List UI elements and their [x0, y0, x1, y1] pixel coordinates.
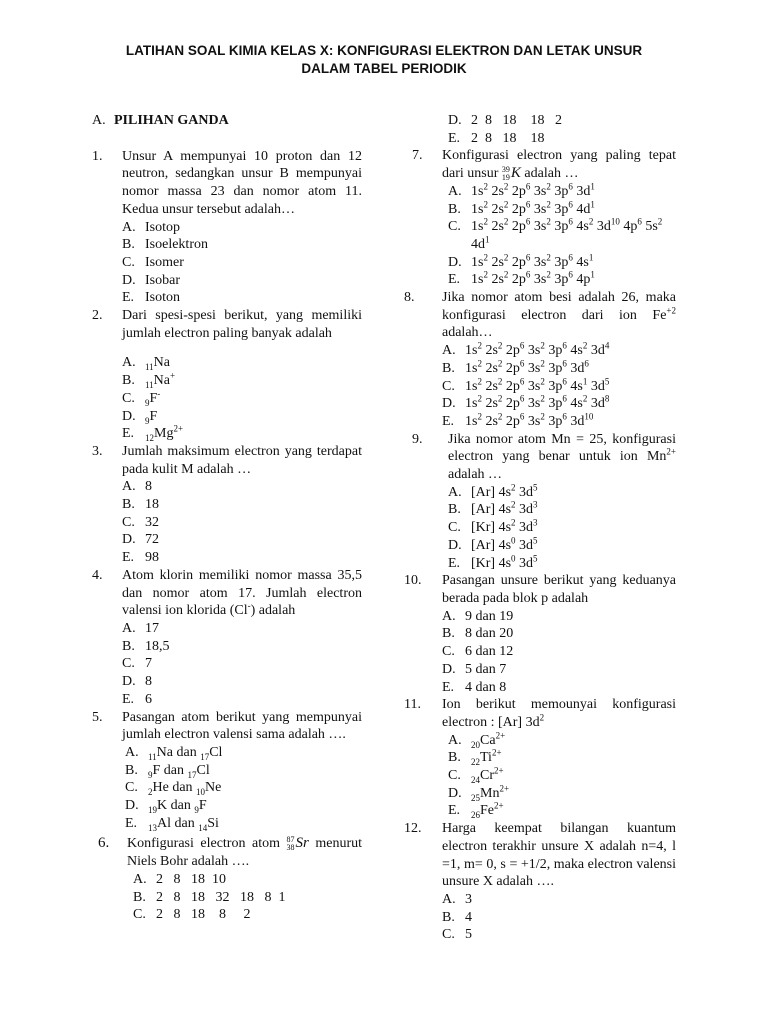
option-letter: A.	[122, 479, 136, 495]
option-letter: A.	[442, 343, 456, 359]
option-text: $1s^2$ $2s^2$ $2p^6$ $3s^2$ $3p^6$ $3d^1$	[471, 181, 595, 199]
option-letter: D.	[122, 272, 136, 288]
option-letter: B.	[122, 638, 135, 654]
option-text: 9 dan 19	[465, 608, 514, 624]
option[interactable]	[122, 638, 362, 656]
option[interactable]	[122, 478, 362, 496]
question-9	[404, 431, 676, 573]
option-text: $_9$F	[145, 408, 158, 426]
option[interactable]	[448, 130, 676, 148]
section-title: PILIHAN GANDA	[114, 113, 229, 128]
option-letter: D.	[125, 798, 139, 814]
option-letter: E.	[122, 426, 135, 442]
option[interactable]	[133, 906, 362, 924]
option[interactable]	[122, 673, 362, 691]
option[interactable]	[448, 218, 676, 253]
question-text: Pasangan atom berikut yang mempunyai jumlah electron valensi sama adalah ….	[122, 709, 362, 743]
question-11	[404, 696, 676, 820]
option-letter: B.	[125, 762, 138, 778]
option-letter: B.	[133, 889, 146, 905]
option-text: Isomer	[145, 254, 184, 270]
option[interactable]	[448, 749, 676, 767]
option[interactable]	[122, 408, 362, 426]
question-number: 11.	[404, 697, 421, 713]
option[interactable]	[133, 871, 362, 889]
option-text: $1s^2$ $2s^2$ $2p^6$ $3s^2$ $3p^6$ $3d^{10}$	[465, 411, 594, 429]
option-letter: D.	[122, 532, 136, 548]
option[interactable]	[122, 549, 362, 567]
option-letter: E.	[442, 679, 455, 695]
option-text: 18	[145, 497, 159, 513]
option-letter: B.	[448, 201, 461, 217]
option[interactable]	[442, 375, 676, 396]
option[interactable]	[448, 785, 676, 803]
option-text: $_{22}Ti^{2+}$	[471, 747, 502, 768]
option[interactable]	[122, 496, 362, 514]
option-letter: A.	[448, 183, 462, 199]
option-text: $1s^2$ $2s^2$ $2p^6$ $3s^2$ $3p^6$ $4s^2$ $3d^{10}$ $4p^6$ $5s^2$ $4d^1$	[471, 216, 663, 252]
option-text: 8	[145, 674, 152, 690]
option[interactable]	[125, 762, 362, 780]
option-letter: B.	[122, 237, 135, 253]
option-letter: B.	[442, 360, 455, 376]
option[interactable]	[448, 198, 676, 219]
option[interactable]	[122, 254, 362, 272]
option[interactable]	[442, 661, 676, 679]
question-6	[92, 835, 362, 924]
option-letter: E.	[125, 815, 138, 831]
option-text: [Kr] $4s^2$ $3d^3$	[471, 517, 538, 536]
option-text: $_{19}$K dan $_9$F	[148, 798, 207, 815]
option-text: [Ar] $4s^2$ $3d^5$	[471, 482, 538, 500]
right-column	[404, 112, 676, 944]
option-text: 2 8 18 8 2	[156, 907, 251, 923]
option[interactable]	[442, 909, 676, 927]
option-text: $_{24}Cr^{2+}$	[471, 765, 504, 785]
option-text: 2 8 18 18	[471, 130, 545, 146]
option-letter: E.	[442, 413, 455, 429]
option-text: 2 8 18 10	[156, 871, 226, 887]
option[interactable]	[122, 289, 362, 307]
option-letter: E.	[448, 130, 461, 146]
question-text: Konfigurasi electron atom 87 38 Sr menurut Niels Bohr adalah ….	[127, 835, 363, 870]
option-text: 5	[465, 927, 472, 943]
option-letter: A.	[442, 608, 456, 624]
option-text: 17	[145, 620, 159, 636]
option-text: [Ar] $4s^0$ $3d^5$	[471, 535, 538, 553]
option-letter: D.	[122, 408, 136, 424]
option-letter: B.	[448, 750, 461, 766]
option[interactable]	[448, 501, 676, 519]
question-number: 4.	[92, 567, 103, 583]
option[interactable]	[122, 425, 362, 443]
option[interactable]	[442, 891, 676, 909]
option-text: [Kr] $4s^0$ $3d^5$	[471, 552, 538, 571]
option-text: 72	[145, 532, 159, 548]
option[interactable]	[122, 531, 362, 549]
question-number: 8.	[404, 290, 415, 306]
option-letter: A.	[122, 355, 136, 371]
option-text: 32	[145, 514, 159, 530]
option-letter: C.	[122, 656, 135, 672]
option[interactable]	[122, 390, 362, 408]
option-text: $_{26}Fe^{2+}$	[471, 800, 504, 821]
option-text: 4 dan 8	[465, 679, 507, 695]
option-letter: B.	[448, 502, 461, 518]
question-text: Harga keempat bilangan kuantum electron terakhir unsure X adalah n=4, l =1, m= 0, s = +1/2, maka electron valensi unsure X adalah ….	[442, 821, 676, 890]
option-text: $_{11}$Na+	[145, 370, 176, 390]
question-10	[404, 572, 676, 696]
option-letter: E.	[448, 555, 461, 571]
nuclide-notation: 87 38	[286, 835, 295, 853]
option[interactable]	[442, 342, 676, 360]
question-text: Dari spesi-spesi berikut, yang memiliki jumlah electron paling banyak adalah	[122, 308, 362, 341]
option-letter: C.	[442, 378, 455, 394]
question-number: 10.	[404, 573, 422, 589]
option-letter: B.	[122, 497, 135, 513]
left-column	[92, 112, 362, 924]
option-text: 2 8 18 18 2	[471, 113, 562, 128]
option[interactable]	[442, 926, 676, 944]
question-number: 12.	[404, 821, 422, 837]
option[interactable]	[448, 112, 676, 130]
option-text: $_{11}$Na dan $_{17}$Cl	[148, 744, 223, 762]
option-letter: A.	[133, 871, 147, 887]
option[interactable]	[442, 360, 676, 378]
option-text: 18,5	[145, 638, 170, 654]
option-letter: C.	[125, 780, 138, 796]
question-number: 9.	[412, 431, 423, 447]
option-text: $_9$F-	[145, 388, 161, 408]
option[interactable]	[448, 729, 676, 750]
option-text: $_9$F dan $_{17}$Cl	[148, 762, 210, 780]
question-2	[92, 307, 362, 443]
question-6-continued	[404, 112, 676, 147]
option-text: $1s^2$ $2s^2$ $2p^6$ $3s^2$ $3p^6$ $3d^6$	[465, 358, 589, 376]
option-letter: A.	[442, 891, 456, 907]
option[interactable]	[125, 779, 362, 797]
option-text: $1s^2$ $2s^2$ $2p^6$ $3s^2$ $3p^6$ $4d^1$	[471, 198, 595, 217]
option-letter: D.	[448, 113, 462, 128]
option-letter: D.	[122, 674, 136, 690]
option[interactable]	[448, 767, 676, 785]
option[interactable]	[442, 395, 676, 413]
option[interactable]	[125, 815, 362, 833]
option-text: $1s^2$ $2s^2$ $2p^6$ $3s^2$ $3p^6$ $4p^1$	[471, 269, 595, 288]
option-text: $1s^2$ $2s^2$ $2p^6$ $3s^2$ $3p^6$ $4s^2$ $3d^4$	[465, 340, 610, 359]
option[interactable]	[442, 643, 676, 661]
option-letter: E.	[448, 272, 461, 288]
option-letter: C.	[122, 514, 135, 530]
option-letter: A.	[448, 732, 462, 748]
option[interactable]	[122, 236, 362, 254]
nuclide-notation: 39 19	[501, 164, 510, 182]
option-text: 5 dan 7	[465, 661, 507, 677]
option[interactable]	[122, 219, 362, 237]
option[interactable]	[448, 484, 676, 502]
question-number: 3.	[92, 443, 103, 459]
option-letter: E.	[122, 290, 135, 306]
question-number: 1.	[92, 148, 103, 164]
option-text: $1s^2$ $2s^2$ $2p^6$ $3s^2$ $3p^6$ $4s^2$ $3d^8$	[465, 393, 610, 412]
option-letter: B.	[442, 626, 455, 642]
option[interactable]	[122, 354, 362, 372]
question-8	[404, 289, 676, 431]
option-text: 6 dan 12	[465, 644, 514, 660]
option-text: $_{13}$Al dan $_{14}$Si	[148, 815, 219, 833]
title-line-1: LATIHAN SOAL KIMIA KELAS X: KONFIGURASI ELEKTRON DAN LETAK UNSUR	[125, 43, 643, 58]
option-letter: D.	[442, 396, 456, 412]
page-title	[90, 42, 678, 78]
option-text: $1s^2$ $2s^2$ $2p^6$ $3s^2$ $3p^6$ $4s^1$	[471, 251, 594, 270]
question-12	[404, 820, 676, 944]
title-line-2: DALAM TABEL PERIODIK	[301, 61, 467, 76]
option-letter: E.	[122, 691, 135, 707]
question-7	[404, 147, 676, 289]
option-text: 7	[145, 656, 152, 672]
question-text: Konfigurasi electron yang paling tepat dari unsur 39 19 K adalah …	[442, 148, 676, 182]
question-3	[92, 443, 362, 567]
option-letter: C.	[448, 219, 461, 235]
option-text: [Ar] $4s^2$ $3d^3$	[471, 499, 538, 518]
option[interactable]	[125, 797, 362, 815]
section-heading	[92, 112, 362, 130]
option[interactable]	[448, 251, 676, 272]
option[interactable]	[448, 537, 676, 555]
option-text: Isotop	[145, 219, 180, 235]
option-text: Isoton	[145, 290, 180, 306]
option[interactable]	[442, 413, 676, 431]
option[interactable]	[133, 889, 362, 907]
question-text: Atom klorin memiliki nomor massa 35,5 dan nomor atom 17. Jumlah electron valensi ion klorida (Cl-) adalah	[122, 567, 362, 619]
question-number: 7.	[412, 148, 423, 164]
option[interactable]	[448, 519, 676, 537]
option-text: $_2$He dan $_{10}$Ne	[148, 780, 222, 798]
option-letter: E.	[448, 803, 461, 819]
question-text: Jumlah maksimum electron yang terdapat pada kulit M adalah …	[122, 443, 362, 477]
option-text: $_{20}Ca^{2+}$	[471, 729, 506, 750]
option-letter: C.	[442, 644, 455, 660]
option[interactable]	[442, 679, 676, 697]
option[interactable]	[125, 744, 362, 762]
question-text: Jika nomor atom Mn = 25, konfigurasi electron yang benar untuk ion $Mn^{2+}$ adalah …	[448, 431, 676, 483]
option-letter: C.	[122, 254, 135, 270]
option-text: Isoelektron	[145, 237, 208, 253]
option-letter: B.	[122, 373, 135, 389]
option[interactable]	[442, 608, 676, 626]
option-text: $_{12}Mg^{2+}$	[145, 423, 184, 444]
option-text: 8 dan 20	[465, 626, 514, 642]
option-text: 3	[465, 891, 472, 907]
question-text: Unsur A mempunyai 10 proton dan 12 neutron, sedangkan unsur B mempunyai nomor massa 23 dan nomor atom 11. Kedua unsur tersebut adalah…	[122, 148, 362, 217]
option-text: $1s^2$ $2s^2$ $2p^6$ $3s^2$ $3p^6$ $4s^1$ $3d^5$	[465, 375, 610, 394]
option-letter: C.	[448, 520, 461, 536]
question-5	[92, 709, 362, 833]
option[interactable]	[448, 271, 676, 289]
option[interactable]	[122, 514, 362, 532]
option[interactable]	[448, 552, 676, 573]
option-letter: A.	[122, 620, 136, 636]
option-text: $_{25}Mn^{2+}$	[471, 783, 510, 803]
question-number: 6.	[98, 835, 110, 852]
option-letter: D.	[448, 785, 462, 801]
option[interactable]	[448, 183, 676, 201]
question-number: 5.	[92, 709, 103, 725]
question-text: Jika nomor atom besi adalah 26, maka konfigurasi electron dari ion $Fe^{+2}$ adalah…	[442, 290, 676, 341]
option-text: 4	[465, 909, 472, 925]
option[interactable]	[122, 272, 362, 290]
option-text: $_{11}$Na	[145, 355, 170, 373]
option-letter: C.	[448, 768, 461, 784]
option[interactable]	[122, 620, 362, 638]
option-letter: A.	[448, 484, 462, 500]
option-text: 98	[145, 550, 159, 566]
option-text: 2 8 18 32 18 8 1	[156, 889, 286, 905]
question-1	[92, 148, 362, 307]
option-text: Isobar	[145, 272, 180, 288]
question-number: 2.	[92, 308, 103, 324]
option[interactable]	[448, 802, 676, 820]
option[interactable]	[122, 372, 362, 390]
option[interactable]	[122, 691, 362, 709]
option-letter: C.	[133, 907, 146, 923]
option-letter: D.	[442, 661, 456, 677]
option-letter: A.	[122, 219, 136, 235]
option-letter: D.	[448, 254, 462, 270]
option-letter: C.	[442, 927, 455, 943]
option-letter: C.	[122, 390, 135, 406]
option-letter: E.	[122, 550, 135, 566]
option-text: 8	[145, 479, 152, 495]
question-text: Ion berikut memounyai konfigurasi electron : [Ar] $3d^2$	[442, 697, 676, 730]
option-letter: D.	[448, 537, 462, 553]
question-4	[92, 567, 362, 709]
option-text: 6	[145, 691, 152, 707]
option[interactable]	[122, 655, 362, 673]
option-letter: B.	[442, 909, 455, 925]
question-text: Pasangan unsure berikut yang keduanya berada pada blok p adalah	[442, 573, 676, 606]
option[interactable]	[442, 625, 676, 643]
option-letter: A.	[125, 744, 139, 760]
section-letter: A.	[92, 113, 106, 128]
